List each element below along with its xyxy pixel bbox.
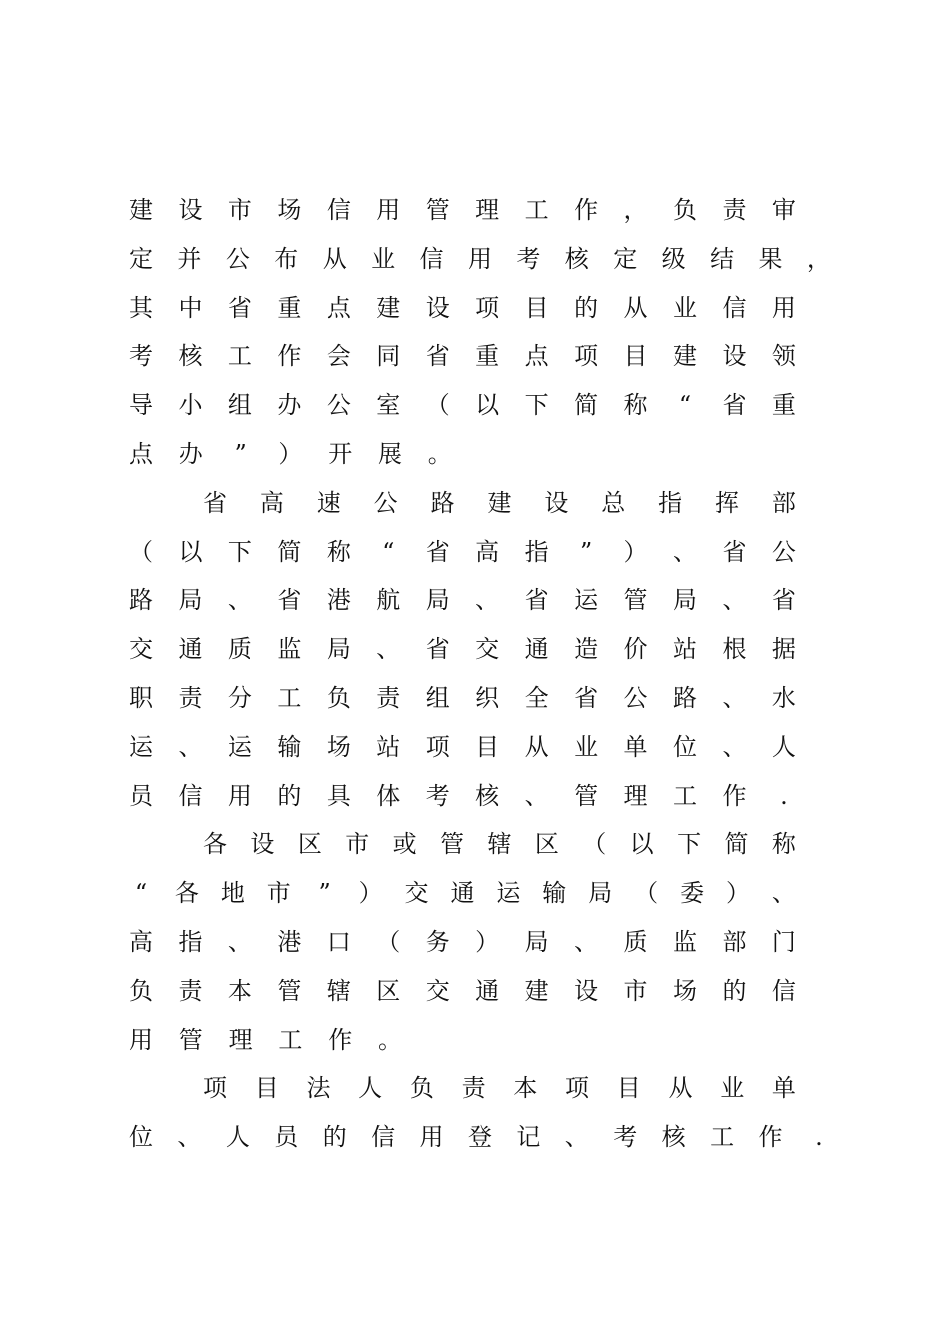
text-line: 其 中 省 重 点 建 设 项 目 的 从 业 信 用: [129, 293, 796, 322]
text-line: （ 以 下 简 称 “ 省 高 指 ” ） 、 省 公: [129, 537, 796, 566]
text-line: 建 设 市 场 信 用 管 理 工 作 ， 负 责 审: [129, 196, 796, 224]
document-body: [128, 186, 848, 1162]
text-line: 用 管 理 工 作 。: [129, 1025, 402, 1054]
text-line: 省 高 速 公 路 建 设 总 指 挥 部: [203, 488, 796, 517]
text-line: 考 核 工 作 会 同 省 重 点 项 目 建 设 领: [129, 342, 796, 371]
text-line: 负 责 本 管 辖 区 交 通 建 设 市 场 的 信: [129, 976, 796, 1005]
text-line: 位 、 人 员 的 信 用 登 记 、 考 核 工 作 .: [129, 1123, 823, 1152]
text-line: 员 信 用 的 具 体 考 核 、 管 理 工 作 .: [129, 781, 788, 810]
text-line: 交 通 质 监 局 、 省 交 通 造 价 站 根 据: [129, 635, 796, 664]
text-line: 路 局 、 省 港 航 局 、 省 运 管 局 、 省: [129, 586, 796, 615]
text-line: 各 设 区 市 或 管 辖 区 （ 以 下 简 称: [203, 830, 796, 859]
text-line: 导 小 组 办 公 室 （ 以 下 简 称 “ 省 重: [129, 391, 796, 420]
text-line: 定 并 公 布 从 业 信 用 考 核 定 级 结 果 ，: [129, 244, 831, 273]
text-line: 高 指 、 港 口 （ 务 ） 局 、 质 监 部 门: [129, 927, 796, 956]
text-line: 职 责 分 工 负 责 组 织 全 省 公 路 、 水: [129, 683, 796, 712]
text-line: 项 目 法 人 负 责 本 项 目 从 业 单: [203, 1074, 796, 1103]
text-line: 运 、 运 输 场 站 项 目 从 业 单 位 、 人: [129, 732, 796, 761]
text-line: 点 办 ” ） 开 展 。: [129, 439, 452, 468]
text-line: “ 各 地 市 ” ） 交 通 运 输 局 （ 委 ） 、: [134, 879, 796, 908]
